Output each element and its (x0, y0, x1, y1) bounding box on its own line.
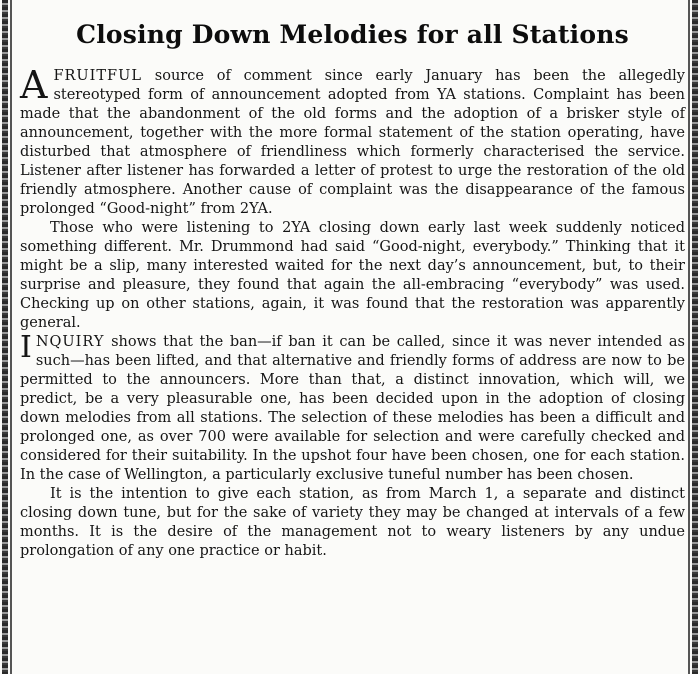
paragraph-2: Those who were listening to 2YA closing down early last week suddenly noticed something different. Mr. Drummond had said “Good-night, everybody.” Thinking that it might be a slip, many interested waited for the next day’s announcement, but, to their surprise and pleasure, they found that again the all-embracing “everybody” was used. Checking up on other stations, again, it was found that the restoration was apparently general. (20, 220, 685, 331)
paragraph-1 (20, 63, 685, 219)
drop-cap-i: I (20, 330, 32, 365)
right-column-rule-inner (688, 0, 690, 674)
paragraph-1-lead: FRUITFUL (53, 68, 142, 84)
article (20, 8, 685, 561)
left-column-rule (2, 0, 8, 674)
drop-cap-a: A (20, 63, 48, 107)
left-column-rule-inner (10, 0, 12, 674)
paragraph-3-text: shows that the ban—if ban it can be called, since it was never intended as such—has been lifted, and that alternative and friendly forms of address are now to be permitted to the announcers. More than that, a distinct innovation, which will, we predict, be a very pleasurable one, has been decided upon in the adoption of closing down melodies from all stations. The selection of these melodies has been a difficult and prolonged one, as over 700 were available for selection and were carefully checked and considered for their suitability. In the upshot four have been chosen, one for each station. In the case of Wellington, a particularly exclusive tuneful number has been chosen. (20, 334, 685, 483)
paragraph-3 (20, 330, 685, 485)
paragraph-1-text: source of comment since early January has been the allegedly stereotyped form of announcement adopted from YA stations. Complaint has been made that the abandonment of the old forms and the adoption of a brisker style of announcement, together with the more formal statement of the station operating, have disturbed that atmosphere of friendliness which formerly characterised the service. Listener after listener has forwarded a letter of protest to urge the restoration of the old friendly atmosphere. Another cause of complaint was the disappearance of the famous prolonged “Good-night” from 2YA. (20, 68, 685, 217)
paragraph-4: It is the intention to give each station, as from March 1, a separate and distinct closing down tune, but for the sake of variety they may be changed at intervals of a few months. It is the desire of the management not to weary listeners by any undue prolongation of any one practice or habit. (20, 486, 685, 559)
right-column-rule (692, 0, 698, 674)
paragraph-3-lead: NQUIRY (35, 334, 105, 350)
article-title: Closing Down Melodies for all Stations (76, 20, 629, 49)
